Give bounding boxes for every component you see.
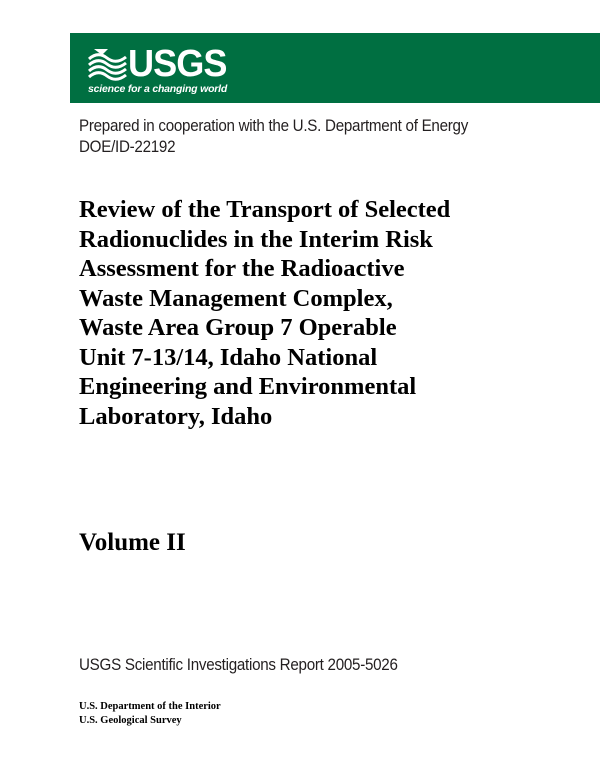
cooperation-statement: Prepared in cooperation with the U.S. Department of Energy [79,117,469,135]
usgs-wordmark: USGS [128,43,227,85]
usgs-tagline: science for a changing world [88,83,228,95]
document-id: DOE/ID-22192 [79,138,176,156]
report-series: USGS Scientific Investigations Report 2005-5026 [79,656,398,674]
title-line: Assessment for the Radioactive [79,255,405,282]
usgs-wave-icon [88,45,128,81]
title-line: Waste Area Group 7 Operable [79,314,397,341]
title-line: Radionuclides in the Interim Risk [79,225,433,253]
department-name: U.S. Department of the Interior [79,701,221,712]
agency-block [79,700,221,728]
title-line: Engineering and Environmental [79,373,417,400]
title-line: Waste Management Complex, [79,284,393,312]
title-line: Unit 7-13/14, Idaho National [79,343,378,371]
survey-name: U.S. Geological Survey [79,715,182,726]
volume-label: Volume II [79,529,186,556]
report-title [79,195,599,431]
usgs-banner [70,33,600,103]
title-line: Laboratory, Idaho [79,402,273,430]
title-line: Review of the Transport of Selected [79,196,451,223]
usgs-logo[interactable] [88,43,288,99]
